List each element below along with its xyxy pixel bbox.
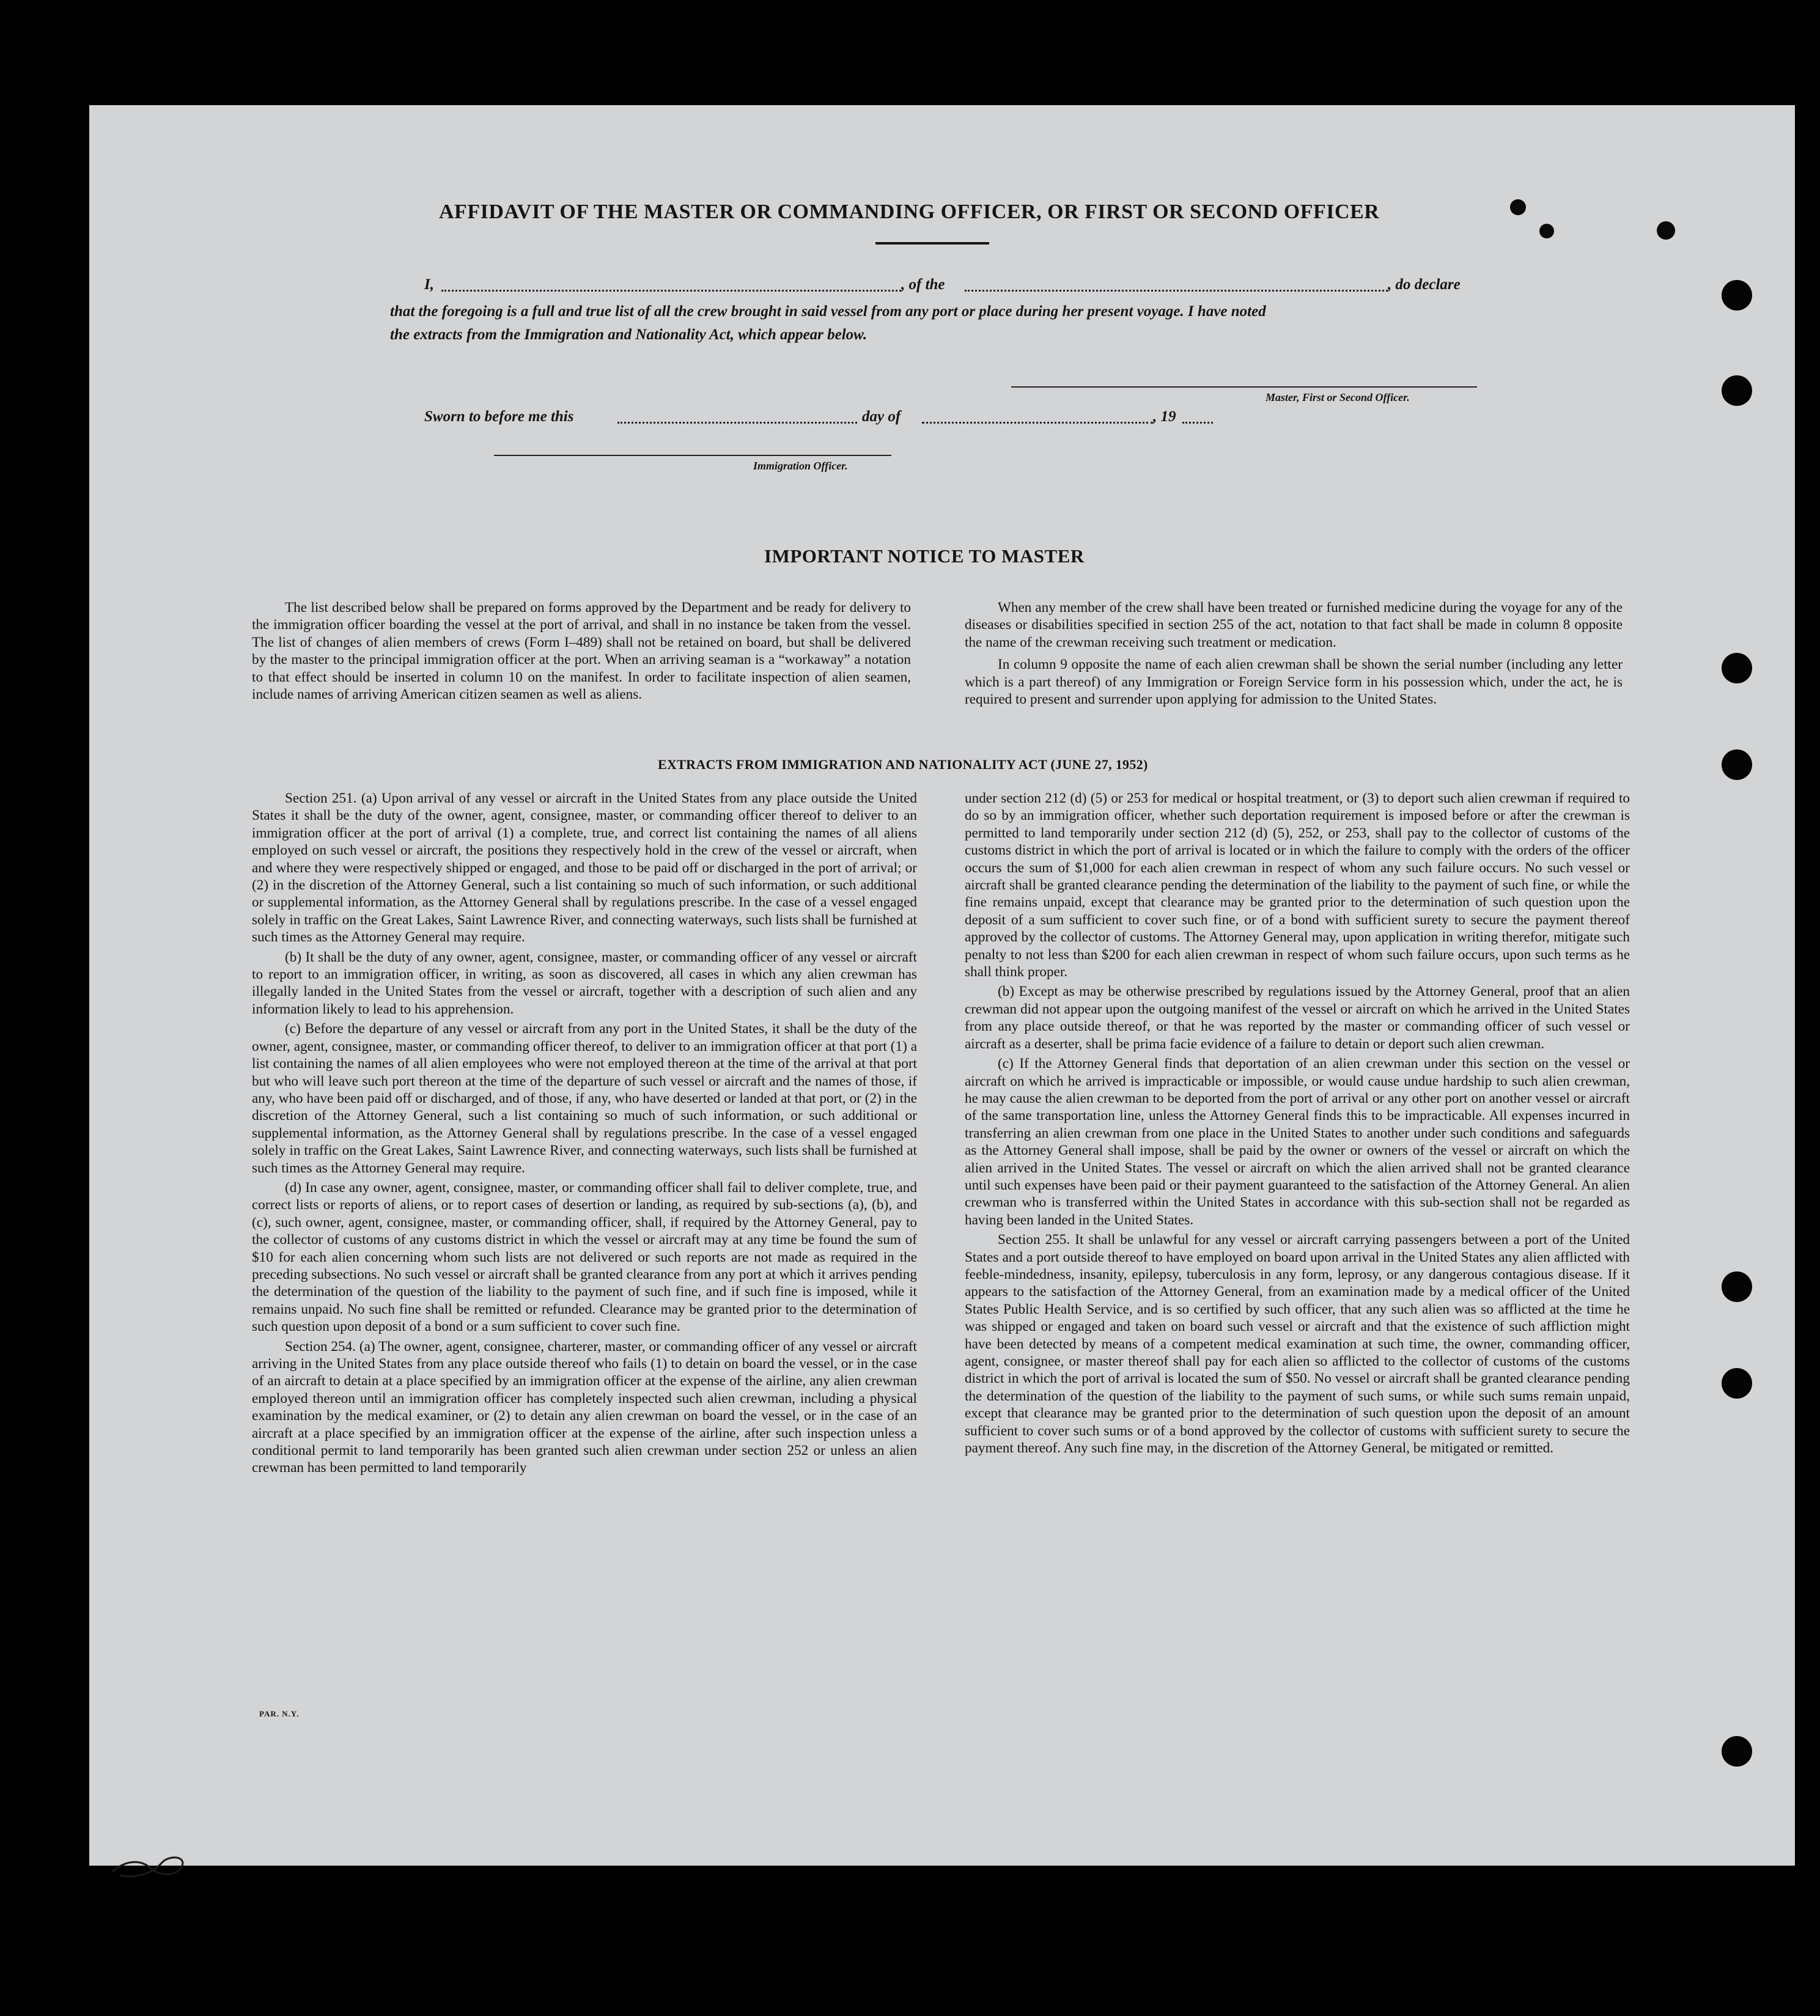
notice-title: IMPORTANT NOTICE TO MASTER — [764, 545, 1085, 567]
extract-paragraph: (d) In case any owner, agent, consignee, master, or commanding officer shall fail to deliver complete, true, and correct lists or reports of aliens, or to report cases of desertion or landing, as required by sub-sections (a), (b), and (c), such owner, agent, consignee, master, or commanding officer, shall, if required by the Attorney General, pay to the collector of customs of any customs district in which the vessel or aircraft may at any time be found the sum of $10 for each alien concerning whom such lists are not delivered or such reports are not made as required in the preceding subsections. No such vessel or aircraft shall be granted clearance from any port at which it arrives pending the determination of the question of the liability to the payment of such fine, and if such fine is imposed, while it remains unpaid. No such fine shall be remitted or refunded. Clearance may be granted prior to the determination of such question upon deposit of a bond or a sum sufficient to cover such fine. — [252, 1179, 917, 1335]
extract-paragraph: (b) Except as may be otherwise prescribed by regulations issued by the Attorney General, proof that an alien crewman did not appear upon the outgoing manifest of the vessel or aircraft on which he arrived in the United States from any place outside thereof, or that he was reported by the master or commanding officer of such vessel or aircraft as a deserter, shall be prima facie evidence of a failure to detain or deport such alien crewman. — [965, 984, 1630, 1052]
master-signature-caption: Master, First or Second Officer. — [1266, 391, 1410, 403]
notice-right-paragraph: In column 9 opposite the name of each alien crewman shall be shown the serial number (including any letter which is a part thereof) of any Immigration or Foreign Service form in his possession which, under the act, he is required to present and surrender upon applying for admission to the United States. — [965, 657, 1623, 708]
ink-blot — [1657, 221, 1675, 240]
sworn-day-field[interactable] — [617, 422, 857, 424]
punch-hole — [1722, 653, 1752, 683]
extract-paragraph: under section 212 (d) (5) or 253 for medical or hospital treatment, or (3) to deport such alien crewman if required to do so by an immigration officer, whether such deportation requirement is imposed before or after the crewman is permitted to land temporarily under section 212 (d) (5), 252, or 253, shall pay to the collector of customs of the customs district in which the port of arrival is located or in which the failure to comply with the orders of the officer occurs the sum of $1,000 for each alien crewman in respect of whom any such failure occurs. No such vessel or aircraft shall be granted clearance pending the determination of the liability to the payment of such fine, or while the fine remains unpaid, except that clearance may be granted prior to the determination of such question upon the deposit of a sum sufficient to cover such fine, or of a bond with sufficient surety to secure the payment thereof approved by the collector of customs. The Attorney General may, upon application in writing therefor, mitigate such penalty to not less than $200 for each alien crewman in respect of whom such failure occurs, upon such terms as he shall think proper. — [965, 790, 1630, 980]
extract-paragraph: Section 254. (a) The owner, agent, consignee, charterer, master, or commanding officer of any vessel or aircraft arriving in the United States from any place outside thereof who fails (1) to detain on board the vessel, or in the case of an aircraft to detain at a place specified by an immigration officer at the expense of the airline, any alien crewman employed thereon until an immigration officer has completely inspected such alien crewman, including a physical examination by the medical examiner, or (2) to detain any alien crewman on board the vessel, or in the case of an aircraft at a place specified by an immigration officer at the expense of the airline, after such inspection unless a conditional permit to land temporarily has been granted such alien crewman under section 252 or unless an alien crewman has been permitted to land temporarily — [252, 1338, 917, 1476]
punch-hole — [1722, 1736, 1752, 1767]
punch-hole — [1722, 749, 1752, 780]
extract-paragraph: Section 255. It shall be unlawful for any vessel or aircraft carrying passengers between a port of the United States and a port outside thereof to have employed on board upon arrival in the United States any alien afflicted with feeble-mindedness, insanity, epilepsy, tuberculosis in any form, leprosy, or any dangerous contagious disease. If it appears to the satisfaction of the Attorney General, from an examination made by a medical officer of the United States Public Health Service, and is so certified by such officer, that any such alien was so afflicted at the time he was shipped or engaged and taken on board such vessel or aircraft and that the existence of such affliction might have been detected by means of a competent medical examination at such time, the owner, commanding officer, agent, consignee, or master thereof shall pay for each alien so afflicted to the collector of customs of the customs district in which the port of arrival is located the sum of $50. No vessel or aircraft shall be granted clearance pending the determination of the question of the liability to the payment of such sums, or while such sums remain unpaid, except that clearance may be granted prior to the determination of such question upon the deposit of an amount sufficient to cover such sums or of a bond approved by the collector of customs with sufficient surety to secure the payment thereof. Any such fine may, in the discretion of the Attorney General, be mitigated or remitted. — [965, 1232, 1630, 1457]
immigration-officer-caption: Immigration Officer. — [753, 460, 848, 472]
do-declare-label: , do declare — [1388, 276, 1461, 293]
punch-hole — [1722, 1368, 1752, 1399]
extracts-left-column — [252, 790, 917, 1479]
master-signature-line[interactable] — [1011, 386, 1477, 388]
notice-left-column — [252, 599, 911, 705]
notice-right-column — [965, 599, 1623, 710]
title-underline — [875, 242, 989, 245]
extracts-right-column — [965, 790, 1630, 1459]
vessel-field[interactable] — [965, 290, 1388, 292]
sworn-label: Sworn to before me this — [424, 408, 574, 425]
punch-hole — [1722, 375, 1752, 406]
notice-left-text: The list described below shall be prepared on forms approved by the Department and be ready for delivery to the immigration officer boarding the vessel at the port of arrival, and shall in no instance be taken from the vessel. The list of changes of alien members of crews (Form I–489) shall not be retained on board, but shall be delivered by the master to the principal immigration officer at the port. When an arriving seaman is a “workaway” a notation to that effect should be inserted in column 10 on the manifest. In order to facilitate inspection of alien seamen, include names of arriving American citizen seamen as well as aliens. — [252, 600, 911, 703]
sworn-month-field[interactable] — [922, 422, 1153, 424]
of-the-label: , of the — [901, 276, 945, 293]
printer-mark: PAR. N.Y. — [259, 1709, 300, 1718]
name-field[interactable] — [441, 290, 901, 292]
immigration-officer-signature-line[interactable] — [494, 455, 891, 456]
year-label: , 19 — [1153, 408, 1176, 425]
extracts-title: EXTRACTS FROM IMMIGRATION AND NATIONALITY ACT (JUNE 27, 1952) — [658, 757, 1148, 772]
notice-right-paragraph: When any member of the crew shall have been treated or furnished medicine during the voyage for any of the diseases or disabilities specified in section 255 of the act, notation to that fact shall be made in column 8 opposite the name of the crewman receiving such treatment or medication. — [965, 600, 1623, 650]
handwritten-mark — [108, 1847, 193, 1884]
extract-paragraph: (c) Before the departure of any vessel or aircraft from any port in the United States, it shall be the duty of the owner, agent, consignee, master, or commanding officer thereof, to deliver to an immigration officer at that port (1) a list containing the names of all alien employees who were not employed thereon at the time of the arrival at that port but who will leave such port thereon at the time of the departure of such vessel or aircraft and the names of those, if any, who have been paid off or discharged, and of those, if any, who have deserted or landed at that port, or (2) in the discretion of the Attorney General, such a list containing so much of such information, or such additional or supplemental information, as the Attorney General shall by regulations prescribe. In the case of a vessel engaged solely in traffic on the Great Lakes, Saint Lawrence River, and connecting waterways, such lists shall be furnished at such times as the Attorney General may require. — [252, 1021, 917, 1176]
affidavit-title: AFFIDAVIT OF THE MASTER OR COMMANDING OFFICER, OR FIRST OR SECOND OFFICER — [439, 200, 1380, 223]
statement-line-1: that the foregoing is a full and true list of all the crew brought in said vessel from any port or place during her present voyage. I have noted — [390, 303, 1266, 320]
punch-hole — [1722, 1271, 1752, 1302]
ink-blot — [1510, 199, 1526, 215]
extract-paragraph: (c) If the Attorney General finds that deportation of an alien crewman under this section on the vessel or aircraft on which he arrived is impracticable or impossible, or would cause undue hardship to such alien crewman, he may cause the alien crewman to be deported from the port of arrival or any other port on another vessel or aircraft of the same transportation line, unless the Attorney General finds this to be impracticable. All expenses incurred in transferring an alien crewman from one place in the United States to another under such conditions and safeguards as the Attorney General shall impose, shall be paid by the owner or owners of the vessel or aircraft on which the alien arrived in the United States. The vessel or aircraft on which the alien arrived shall not be granted clearance until such expenses have been paid or their payment guaranteed to the satisfaction of the Attorney General. An alien crewman who is transferred within the United States in accordance with this sub-section shall not be regarded as having been landed in the United States. — [965, 1056, 1630, 1228]
extract-paragraph: (b) It shall be the duty of any owner, agent, consignee, master, or commanding officer of any vessel or aircraft to report to an immigration officer, in writing, as soon as discovered, all cases in which any alien crewman has illegally landed in the United States from the vessel or aircraft, together with a description of such alien and any information likely to lead to his apprehension. — [252, 949, 917, 1017]
extract-paragraph: Section 251. (a) Upon arrival of any vessel or aircraft in the United States from any place outside the United States it shall be the duty of the owner, agent, consignee, master, or commanding officer thereof to deliver to an immigration officer at the port of arrival (1) a complete, true, and correct list containing the names of all aliens employed on such vessel or aircraft, the positions they respectively hold in the crew of the vessel or aircraft, when and where they were respectively shipped or engaged, and those to be paid off or discharged in the port of arrival; or (2) in the discretion of the Attorney General, such a list containing so much of such information, or such additional or supplemental information, as the Attorney General shall by regulations prescribe. In the case of a vessel engaged solely in traffic on the Great Lakes, Saint Lawrence River, and connecting waterways, such lists shall be furnished at such times as the Attorney General may require. — [252, 790, 917, 946]
statement-line-2: the extracts from the Immigration and Nationality Act, which appear below. — [390, 326, 868, 343]
day-of-label: day of — [862, 408, 901, 425]
ink-blot — [1539, 224, 1554, 238]
punch-hole — [1722, 280, 1752, 311]
i-label: I, — [424, 276, 434, 293]
sworn-year-field[interactable] — [1182, 422, 1213, 424]
